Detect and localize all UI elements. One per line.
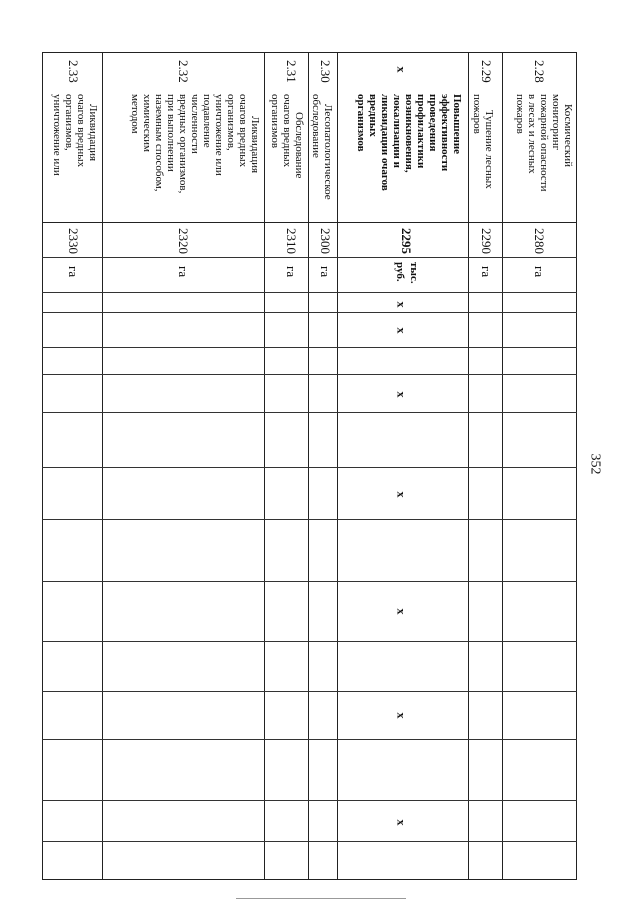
row-divider (337, 52, 338, 880)
cross-mark: x (394, 301, 409, 308)
row-number: 2.30 (318, 60, 333, 83)
row-number: 2.28 (532, 60, 547, 83)
row-number: 2.32 (176, 60, 191, 83)
row-name-line: Космический (562, 104, 574, 167)
row-name-line: подавление (201, 94, 213, 148)
row-name-line: мониторинг (550, 94, 562, 151)
column-divider (42, 691, 577, 692)
row-number: 2.29 (479, 60, 494, 83)
row-name-line: локализации и (391, 94, 403, 168)
row-unit: га (176, 266, 191, 278)
row-name-line: очагов вредных (281, 94, 293, 168)
row-code: 2320 (176, 228, 191, 254)
column-divider (42, 347, 577, 348)
column-divider (42, 374, 577, 375)
row-name-line: Ликвидация (249, 116, 261, 174)
row-name-line: пожаров (471, 94, 483, 134)
row-code: 2310 (284, 228, 299, 254)
row-code: 2300 (318, 228, 333, 254)
row-name-line: наземным способом, (153, 94, 165, 192)
column-divider (42, 800, 577, 801)
column-divider (42, 292, 577, 293)
row-name-line: очагов вредных (75, 94, 87, 168)
row-name-line: в лесах и лесных (526, 94, 538, 174)
row-number: 2.31 (284, 60, 299, 83)
row-unit: тыс. (408, 262, 420, 284)
cross-mark: x (394, 327, 409, 334)
row-unit: га (479, 266, 494, 278)
row-name-line: уничтожение или (213, 94, 225, 176)
row-divider (308, 52, 309, 880)
row-name-line: обследование (310, 94, 322, 158)
row-name-line: Ликвидация (87, 104, 99, 162)
table-frame (42, 52, 577, 880)
row-name-line: вредных (367, 94, 379, 137)
row-name-line: Лесопатологическое (322, 104, 334, 200)
column-divider (42, 519, 577, 520)
column-divider (42, 467, 577, 468)
cross-mark: x (394, 66, 409, 73)
row-name-line: химическим (141, 94, 153, 152)
row-name-line: Повышение (451, 94, 463, 155)
row-unit: га (532, 266, 547, 278)
row-name-line: организмов, (225, 94, 237, 151)
row-code: 2290 (479, 228, 494, 254)
column-divider (42, 739, 577, 740)
row-code: 2280 (532, 228, 547, 254)
cross-mark: x (394, 608, 409, 615)
row-name-line: организмов (355, 94, 367, 152)
column-divider (42, 841, 577, 842)
row-code: 2330 (66, 228, 81, 254)
row-name-line: пожарной опасности (538, 94, 550, 192)
scan-edge (236, 898, 406, 899)
cross-mark: x (394, 819, 409, 826)
column-divider (42, 222, 577, 223)
row-name-line: численности (189, 94, 201, 154)
cross-mark: x (394, 391, 409, 398)
cross-mark: x (394, 712, 409, 719)
row-name-line: ликвидации очагов (379, 94, 391, 191)
column-divider (42, 312, 577, 313)
row-name-line: организмов (269, 94, 281, 149)
row-name-line: вредных организмов, (177, 94, 189, 194)
column-divider (42, 412, 577, 413)
page-number: 352 (587, 453, 603, 475)
row-number: 2.33 (66, 60, 81, 83)
row-code: 2295 (399, 228, 414, 254)
row-name-line: эффективности (439, 94, 451, 172)
row-name-line: организмов, (63, 94, 75, 151)
row-divider (502, 52, 503, 880)
row-unit: га (318, 266, 333, 278)
row-name-line: пожаров (514, 94, 526, 134)
row-unit: га (284, 266, 299, 278)
row-name-line: при выполнении (165, 94, 177, 172)
row-divider (468, 52, 469, 880)
row-unit: га (66, 266, 81, 278)
row-name-line: проведения (427, 94, 439, 152)
row-name-line: Обследование (293, 112, 305, 179)
column-divider (42, 257, 577, 258)
row-unit: руб. (394, 262, 406, 282)
column-divider (42, 641, 577, 642)
column-divider (42, 581, 577, 582)
row-name-line: возникновения, (403, 94, 415, 173)
row-name-line: методом (129, 94, 141, 134)
row-name-line: профилактики (415, 94, 427, 169)
row-name-line: уничтожение или (51, 94, 63, 176)
row-divider (264, 52, 265, 880)
row-divider (102, 52, 103, 880)
row-name-line: очагов вредных (237, 94, 249, 168)
cross-mark: x (394, 491, 409, 498)
row-name-line: Тушение лесных (483, 110, 495, 189)
